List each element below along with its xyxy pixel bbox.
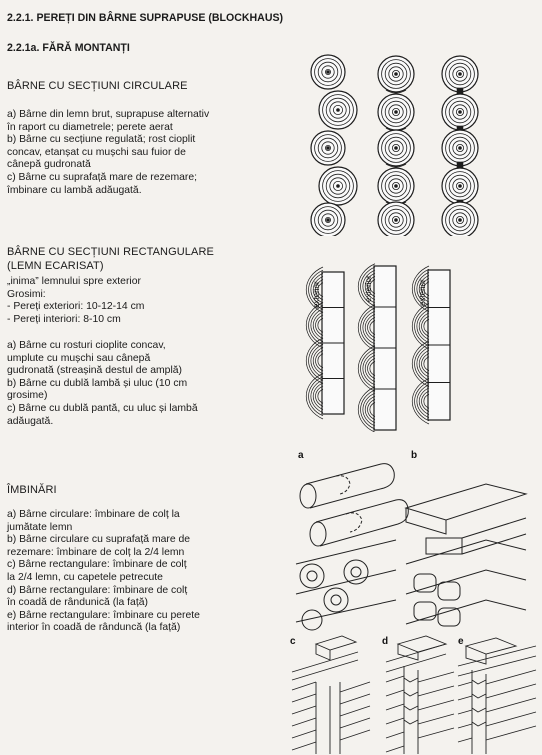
text-line: a) Bârne circulare: îmbinare de colț la — [7, 509, 180, 520]
text-line: c) Bârne cu dublă pantă, cu uluc și lambă — [7, 402, 198, 414]
text-line: „inima” lemnului spre exterior — [7, 276, 141, 287]
log-column — [311, 55, 357, 236]
section-heading: 2.2.1. PEREȚI DIN BÂRNE SUPRAPUSE (BLOCKHAUS) — [7, 12, 284, 24]
exterior-label: exterior — [418, 279, 427, 306]
rectangular-logs-figure — [300, 262, 460, 432]
circular-logs-figure — [296, 52, 492, 236]
circular-logs-text — [7, 109, 209, 197]
text-line: - Pereți exteriori: 10-12-14 cm — [7, 301, 145, 313]
rect-logs-title: BÂRNE CU SECȚIUNI RECTANGULARE — [7, 246, 214, 258]
exterior-label: exterior — [364, 275, 373, 302]
joints-cde-figure — [286, 632, 538, 754]
joints-ab-figure — [286, 444, 536, 634]
joints-text — [7, 509, 200, 635]
text-line: Grosimi: — [7, 288, 46, 300]
text-line: e) Bârne rectangulare: îmbinare cu perete — [7, 609, 200, 621]
text-line: c) Bârne cu suprafață mare de rezemare; — [7, 171, 198, 183]
joints-title: ÎMBINĂRI — [7, 484, 57, 496]
text-line: b) Bârne circulare cu suprafață mare de — [7, 534, 191, 546]
text-line: la 2/4 lemn, cu capetele petrecute — [7, 571, 163, 583]
text-line: c) Bârne rectangulare: îmbinare de colț — [7, 559, 187, 571]
rect-logs-subtitle: (LEMN ECARISAT) — [7, 260, 104, 272]
text-line: b) Bârne cu dublă lambă și uluc (10 cm — [7, 377, 188, 389]
text-line: a) Bârne din lemn brut, suprapuse alternativ — [7, 109, 210, 120]
subsection-heading: 2.2.1a. FĂRĂ MONTANȚI — [7, 42, 130, 54]
figure-label-e: e — [458, 636, 464, 647]
text-line: gudronată (streașină destul de amplă) — [7, 365, 183, 377]
figure-label-d: d — [382, 636, 389, 647]
exterior-label: exterior — [312, 281, 321, 308]
text-line: în raport cu diametrele; perete aerat — [7, 121, 173, 133]
text-line: a) Bârne cu rosturi cioplite concav, — [7, 340, 166, 351]
rect-logs-variants — [7, 340, 198, 428]
text-line: jumătate lemn — [7, 521, 73, 533]
text-line: îmbinare cu lambă adăugată. — [7, 184, 142, 196]
circular-logs-title: BÂRNE CU SECȚIUNI CIRCULARE — [7, 80, 188, 92]
text-line: concav, etanșat cu mușchi sau fuior de — [7, 146, 186, 158]
log-column — [442, 56, 478, 236]
text-line: b) Bârne cu secțiune regulată; rost cioplit — [7, 134, 196, 146]
text-line: adăugată. — [7, 415, 54, 427]
text-line: d) Bârne rectangulare: îmbinare de colț — [7, 584, 188, 596]
text-line: interior în coadă de rânduncă (la față) — [7, 622, 181, 634]
rect-logs-text — [7, 276, 144, 326]
text-line: - Pereți interiori: 8-10 cm — [7, 313, 121, 325]
figure-label-b: b — [411, 450, 418, 461]
log-column — [378, 56, 414, 236]
figure-label-a: a — [298, 450, 304, 461]
text-line: rezemare: îmbinare de colț la 2/4 lemn — [7, 546, 185, 558]
figure-label-c: c — [290, 636, 296, 647]
text-line: în coadă de rândunică (la față) — [7, 597, 148, 609]
text-line: grosime) — [7, 390, 48, 402]
text-line: umplute cu mușchi sau cânepă — [7, 352, 151, 364]
text-line: cânepă gudronată — [7, 159, 91, 171]
